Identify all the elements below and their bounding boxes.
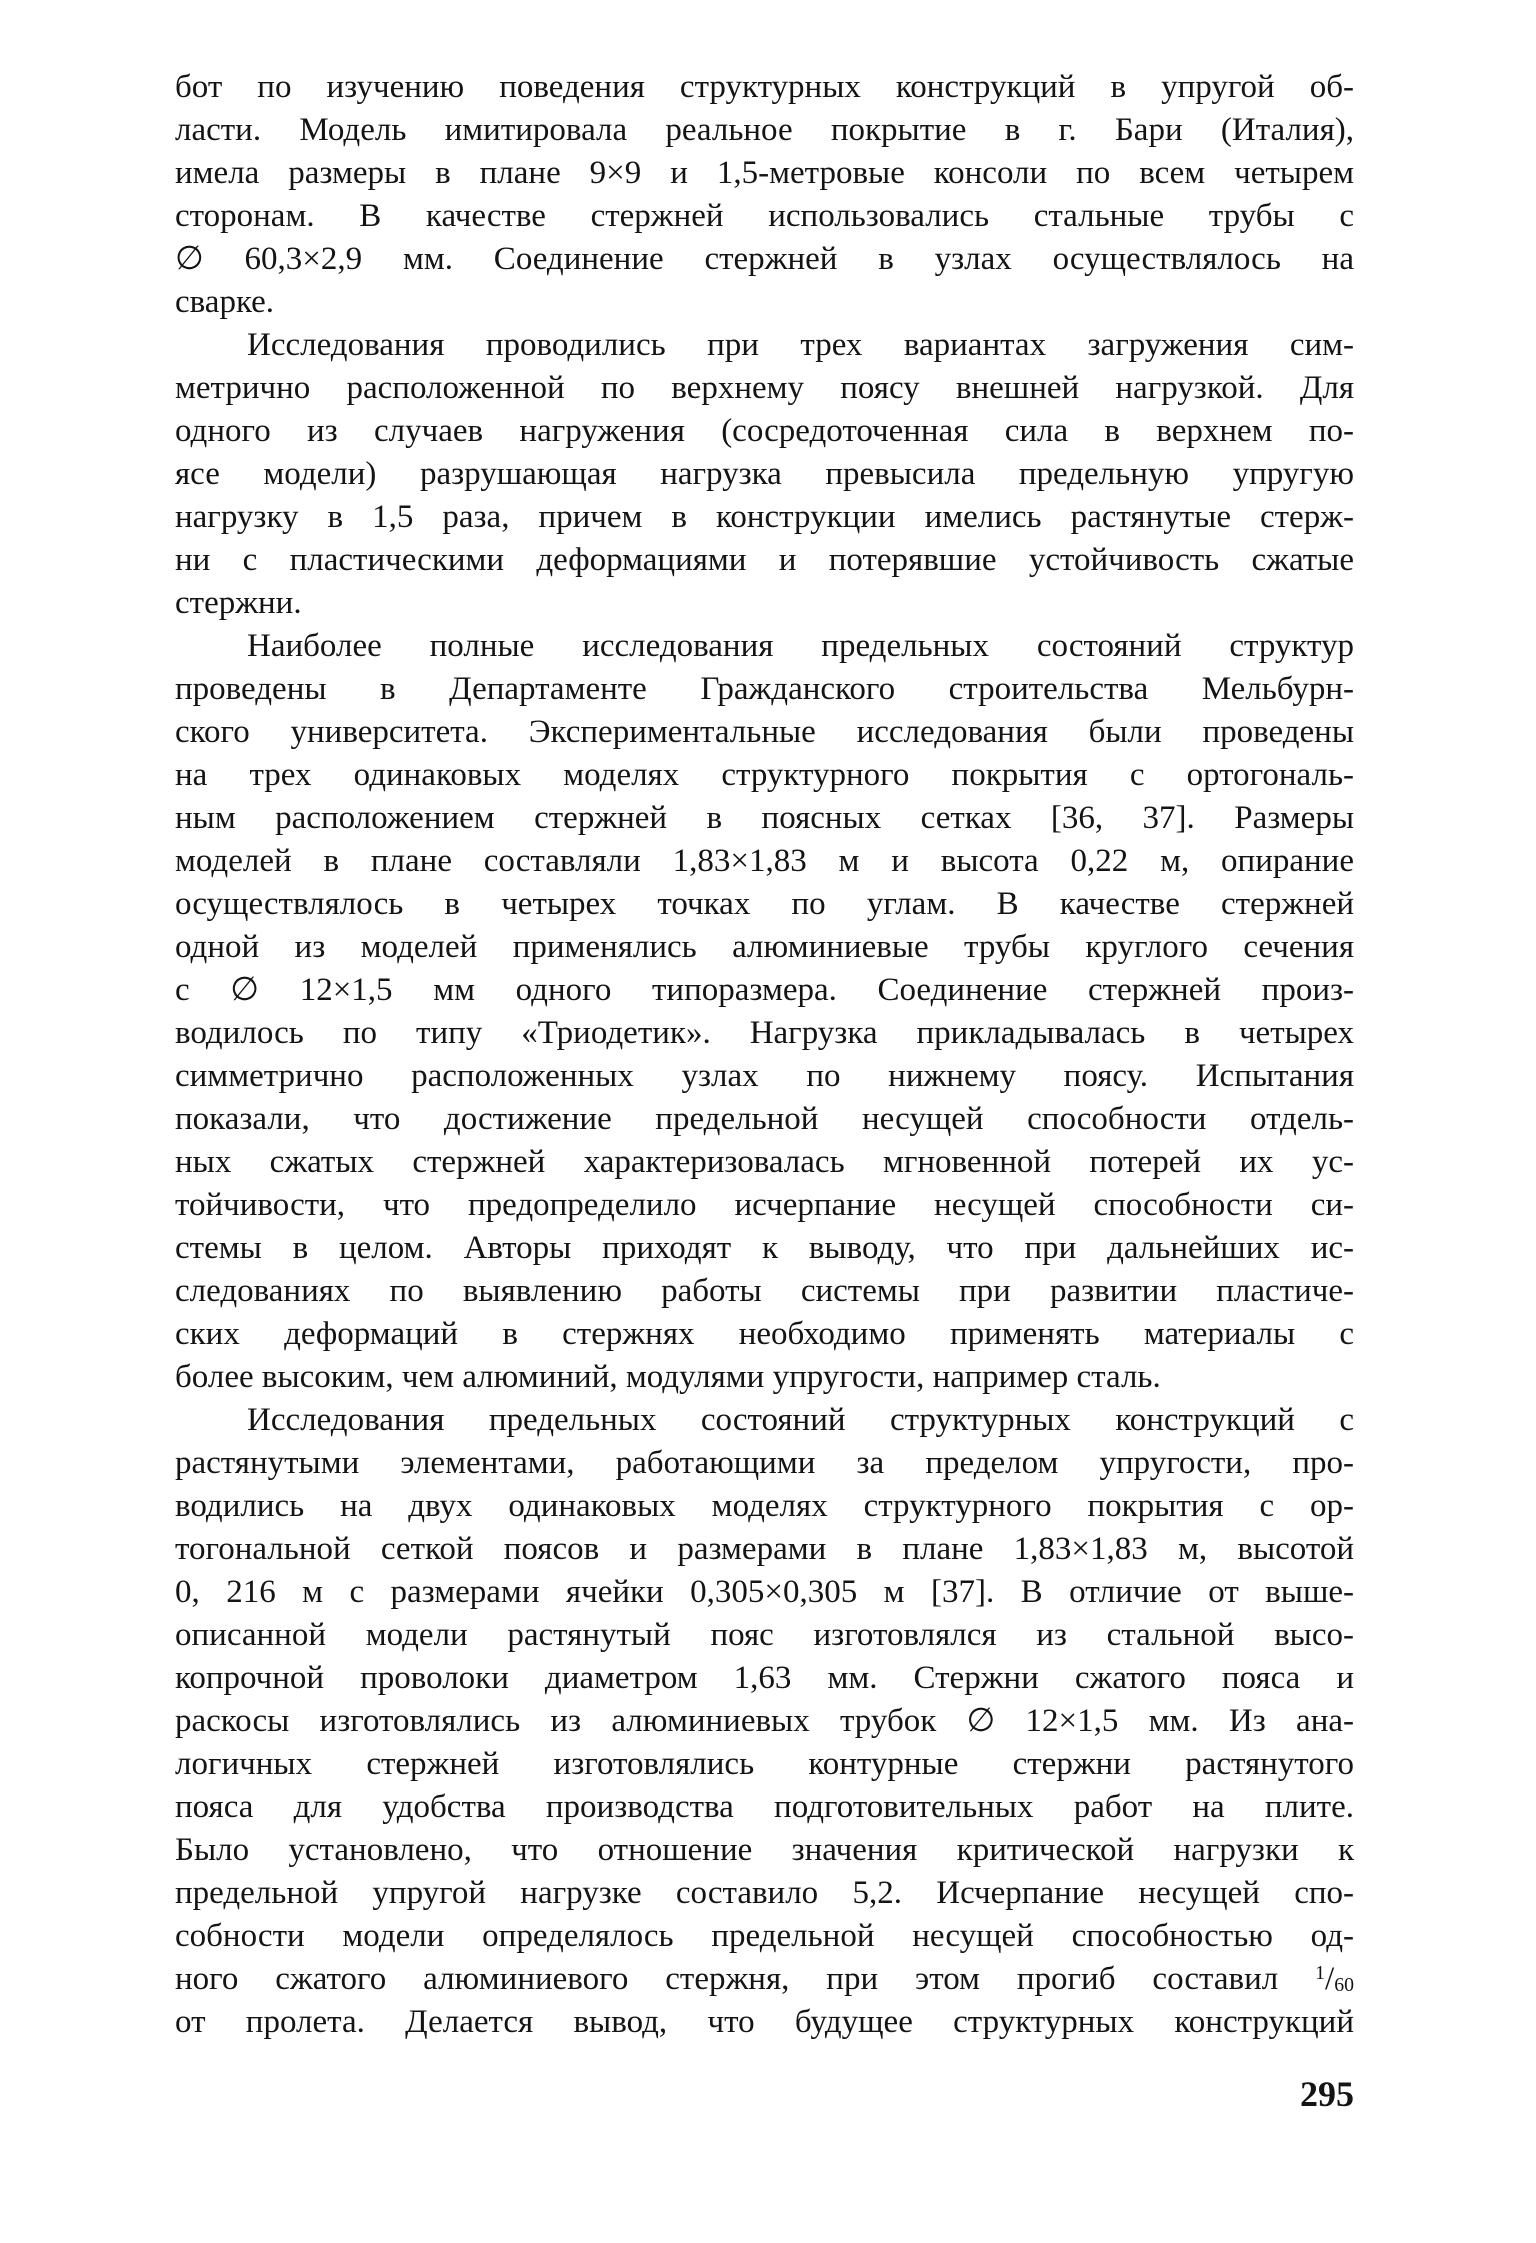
text-line: Наиболее полные исследования предельных состояний структур bbox=[247, 628, 1354, 664]
text-line: следованиях по выявлению работы системы при развитии пластиче- bbox=[175, 1273, 1354, 1309]
text-line: Исследования предельных состояний структурных конструкций с bbox=[247, 1402, 1354, 1438]
text-line: ского университета. Экспериментальные исследования были проведены bbox=[175, 714, 1354, 750]
text-line: пояса для удобства производства подготовительных работ на плите. bbox=[175, 1789, 1354, 1825]
text-line: водилось по типу «Триодетик». Нагрузка прикладывалась в четырех bbox=[175, 1015, 1354, 1051]
text-line: водились на двух одинаковых моделях структурного покрытия с ор- bbox=[175, 1488, 1354, 1524]
text-line: Исследования проводились при трех вариантах загружения сим- bbox=[247, 327, 1354, 363]
text-line: стемы в целом. Авторы приходят к выводу, что при дальнейших ис- bbox=[175, 1230, 1354, 1266]
text-line: на трех одинаковых моделях структурного покрытия с ортогональ- bbox=[175, 757, 1354, 793]
text-line: логичных стержней изготовлялись контурные стержни растянутого bbox=[175, 1746, 1354, 1782]
text-line: бот по изучению поведения структурных конструкций в упругой об- bbox=[175, 69, 1354, 105]
text-line: показали, что достижение предельной несущей способности отдель- bbox=[175, 1101, 1354, 1137]
fraction-numerator: 1 bbox=[1315, 1962, 1326, 1985]
text-line: раскосы изготовлялись из алюминиевых трубок ∅ 12×1,5 мм. Из ана- bbox=[175, 1703, 1354, 1739]
paragraph-4 bbox=[175, 1399, 1354, 2044]
text-line: ласти. Модель имитировала реальное покрытие в г. Бари (Италия), bbox=[175, 112, 1354, 148]
text-line: 0, 216 м с размерами ячейки 0,305×0,305 м [37]. В отличие от выше- bbox=[175, 1574, 1354, 1610]
text-line: одного из случаев нагружения (сосредоточенная сила в верхнем по- bbox=[175, 413, 1354, 449]
text-fragment: ного сжатого алюминиевого стержня, при этом прогиб составил bbox=[175, 1961, 1279, 1997]
paragraph-3 bbox=[175, 625, 1354, 1399]
text-line: ∅ 60,3×2,9 мм. Соединение стержней в узлах осуществлялось на bbox=[175, 241, 1354, 277]
text-line: с ∅ 12×1,5 мм одного типоразмера. Соединение стержней произ- bbox=[175, 972, 1354, 1008]
paragraph-2 bbox=[175, 324, 1354, 625]
text-line: стержни. bbox=[175, 585, 302, 621]
text-line: копрочной проволоки диаметром 1,63 мм. Стержни сжатого пояса и bbox=[175, 1660, 1354, 1696]
text-line: ясе модели) разрушающая нагрузка превысила предельную упругую bbox=[175, 456, 1354, 492]
text-line: тогональной сеткой поясов и размерами в плане 1,83×1,83 м, высотой bbox=[175, 1531, 1354, 1567]
text-line: проведены в Департаменте Гражданского строительства Мельбурн- bbox=[175, 671, 1354, 707]
text-line: более высоким, чем алюминий, модулями упругости, например сталь. bbox=[175, 1359, 1161, 1395]
text-line: ских деформаций в стержнях необходимо применять материалы с bbox=[175, 1316, 1354, 1352]
text-line: имела размеры в плане 9×9 и 1,5-метровые консоли по всем четырем bbox=[175, 155, 1354, 191]
text-line: описанной модели растянутый пояс изготовлялся из стальной высо- bbox=[175, 1617, 1354, 1653]
text-line: симметрично расположенных узлах по нижнему поясу. Испытания bbox=[175, 1058, 1354, 1094]
text-line: моделей в плане составляли 1,83×1,83 м и высота 0,22 м, опирание bbox=[175, 843, 1354, 879]
text-line: растянутыми элементами, работающими за пределом упругости, про- bbox=[175, 1445, 1354, 1481]
page-number: 295 bbox=[1300, 2074, 1354, 2114]
text-line: осуществлялось в четырех точках по углам. В качестве стержней bbox=[175, 886, 1354, 922]
text-line: метрично расположенной по верхнему поясу внешней нагрузкой. Для bbox=[175, 370, 1354, 406]
text-line-with-fraction bbox=[175, 1958, 1354, 2001]
text-line: сварке. bbox=[175, 284, 275, 320]
fraction-denominator: 60 bbox=[1334, 1973, 1354, 1996]
text-line: сторонам. В качестве стержней использовались стальные трубы с bbox=[175, 198, 1354, 234]
text-line: от пролета. Делается вывод, что будущее структурных конструкций bbox=[175, 2004, 1354, 2040]
paragraph-1 bbox=[175, 66, 1354, 324]
text-line: ных сжатых стержней характеризовалась мгновенной потерей их ус- bbox=[175, 1144, 1354, 1180]
text-line: одной из моделей применялись алюминиевые трубы круглого сечения bbox=[175, 929, 1354, 965]
text-line: собности модели определялось предельной несущей способностью од- bbox=[175, 1918, 1354, 1954]
fraction: $^1/_{60}$ bbox=[1315, 1961, 1354, 1997]
text-line: нагрузку в 1,5 раза, причем в конструкции имелись растянутые стерж- bbox=[175, 499, 1354, 535]
text-line: предельной упругой нагрузке составило 5,2. Исчерпание несущей спо- bbox=[175, 1875, 1354, 1911]
text-line: ным расположением стержней в поясных сетках [36, 37]. Размеры bbox=[175, 800, 1354, 836]
body-text bbox=[175, 66, 1354, 2044]
text-line: Было установлено, что отношение значения критической нагрузки к bbox=[175, 1832, 1354, 1868]
text-line: ни с пластическими деформациями и потерявшие устойчивость сжатые bbox=[175, 542, 1354, 578]
text-line: тойчивости, что предопределило исчерпание несущей способности си- bbox=[175, 1187, 1354, 1223]
